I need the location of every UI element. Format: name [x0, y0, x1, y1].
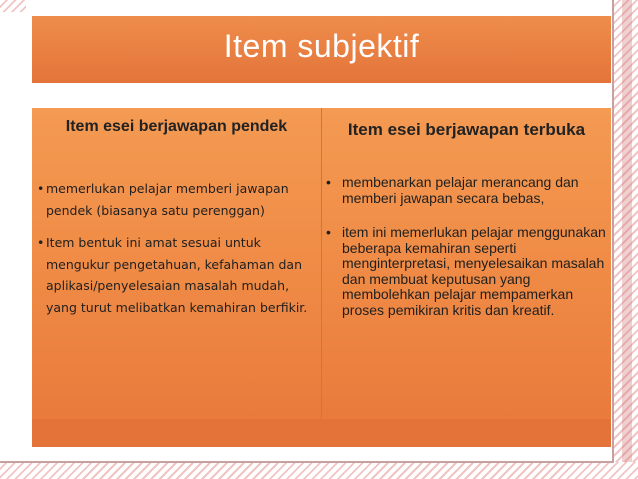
bullet-text: membenarkan pelajar merancang dan memberi jawapan secara bebas,	[342, 174, 579, 206]
bullet-text: item ini memerlukan pelajar menggunakan beberapa kemahiran seperti menginterpretasi, menyelesaikan masalah dan membuat keputusan yang membolehkan pelajar mempamerkan proses pemikiran kritis dan kreatif.	[342, 224, 606, 318]
bullet-icon: •	[326, 174, 331, 190]
slide-title: Item subjektif	[223, 28, 420, 64]
list-item	[326, 225, 610, 318]
bullet-icon: •	[326, 224, 331, 240]
bullet-icon: •	[37, 235, 45, 250]
bullet-text: Item bentuk ini amat sesuai untuk mengukur pengetahuan, kefahaman dan aplikasi/penyelesaian masalah mudah, yang turut melibatkan kemahiran berfikir.	[46, 235, 308, 315]
list-item	[37, 232, 319, 318]
border-stripe-top-left	[0, 0, 26, 12]
comparison-panel	[32, 108, 611, 447]
left-column	[32, 108, 321, 419]
bullet-text: memerlukan pelajar memberi jawapan pendek (biasanya satu perenggan)	[46, 181, 289, 218]
left-bullet-list	[37, 178, 319, 329]
right-bullet-list	[326, 175, 610, 337]
list-item	[326, 175, 610, 206]
left-column-heading: Item esei berjawapan pendek	[65, 118, 288, 135]
bullet-icon: •	[37, 181, 45, 196]
slide-edge-bottom	[0, 461, 614, 463]
right-column	[321, 108, 611, 419]
border-stripe-band	[622, 0, 632, 479]
right-column-heading: Item esei berjawapan terbuka	[347, 120, 586, 139]
list-item	[37, 178, 319, 221]
border-stripe-bottom	[0, 462, 638, 479]
title-bar	[32, 16, 611, 83]
slide-edge-right	[612, 0, 614, 462]
